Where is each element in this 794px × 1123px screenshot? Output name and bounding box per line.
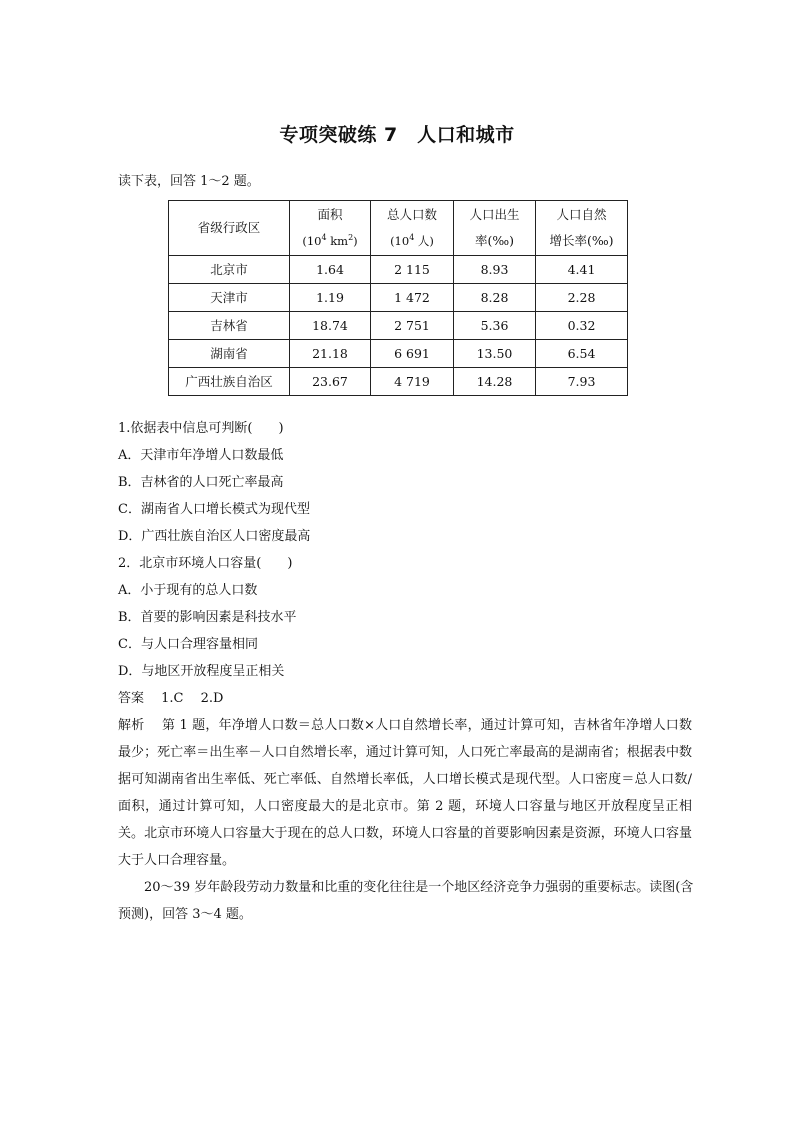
header-region: 省级行政区 (169, 201, 290, 256)
cell-growth-rate: 6.54 (536, 340, 628, 368)
cell-region: 吉林省 (169, 312, 290, 340)
table-header-row (169, 201, 628, 256)
question-2-stem: 2．北京市环境人口容量( ) (118, 556, 293, 571)
table-row (169, 312, 628, 340)
cell-population: 4 719 (371, 368, 454, 396)
cell-population: 6 691 (371, 340, 454, 368)
table-row (169, 256, 628, 284)
table-intro: 读下表，回答 1～2 题。 (118, 174, 260, 189)
header-area (290, 201, 371, 256)
cell-birth-rate: 8.93 (454, 256, 536, 284)
header-pop-label: 总人口数 (386, 207, 437, 222)
cell-area: 23.67 (290, 368, 371, 396)
question-1-option-b: B．吉林省的人口死亡率最高 (118, 475, 284, 490)
question-2-option-b: B．首要的影响因素是科技水平 (118, 610, 297, 625)
cell-area: 1.64 (290, 256, 371, 284)
cell-region: 湖南省 (169, 340, 290, 368)
cell-population: 2 115 (371, 256, 454, 284)
population-table (168, 200, 628, 396)
cell-area: 1.19 (290, 284, 371, 312)
cell-area: 21.18 (290, 340, 371, 368)
page-title: 专项突破练 7 人口和城市 (279, 124, 515, 146)
answer-line: 答案 1.C 2.D (118, 691, 224, 706)
cell-region: 北京市 (169, 256, 290, 284)
cell-growth-rate: 4.41 (536, 256, 628, 284)
header-area-unit: ($10^4$ $km^2$) (302, 233, 358, 248)
cell-growth-rate: 2.28 (536, 284, 628, 312)
next-section-intro: 20～39 岁年龄段劳动力数量和比重的变化往往是一个地区经济竞争力强弱的重要标志。读图(含预测)，回答 3～4 题。 (118, 880, 694, 922)
cell-birth-rate: 13.50 (454, 340, 536, 368)
table-row (169, 340, 628, 368)
question-1-option-d: D．广西壮族自治区人口密度最高 (118, 529, 311, 544)
question-2-option-c: C．与人口合理容量相同 (118, 637, 258, 652)
cell-growth-rate: 0.32 (536, 312, 628, 340)
question-1-stem: 1.依据表中信息可判断( ) (118, 421, 284, 436)
cell-area: 18.74 (290, 312, 371, 340)
question-1-option-c: C．湖南省人口增长模式为现代型 (118, 502, 310, 517)
cell-region: 天津市 (169, 284, 290, 312)
header-birth-rate: 人口出生 率(‰) (454, 201, 536, 256)
header-population (371, 201, 454, 256)
cell-region: 广西壮族自治区 (169, 368, 290, 396)
cell-birth-rate: 8.28 (454, 284, 536, 312)
table-row (169, 368, 628, 396)
question-2-option-a: A．小于现有的总人口数 (118, 583, 258, 598)
question-2-option-d: D．与地区开放程度呈正相关 (118, 664, 285, 679)
cell-population: 1 472 (371, 284, 454, 312)
cell-birth-rate: 14.28 (454, 368, 536, 396)
header-pop-unit: ($10^4$ 人) (390, 233, 434, 248)
header-growth-rate: 人口自然 增长率(‰) (536, 201, 628, 256)
table-row (169, 284, 628, 312)
analysis-paragraph: 解析 第 1 题，年净增人口数＝总人口数×人口自然增长率，通过计算可知，吉林省年净增人口数最少；死亡率＝出生率－人口自然增长率，通过计算可知，人口死亡率最高的是湖南省；根据表中数据可知湖南省出生率低、死亡率低、自然增长率低，人口增长模式是现代型。人口密度＝总人口数/面积，通过计算可知，人口密度最大的是北京市。第 2 题，环境人口容量与地区开放程度呈正相关。北京市环境人口容量大于现在的总人口数，环境人口容量的首要影响因素是资源，环境人口容量大于人口合理容量。 (118, 718, 692, 868)
cell-birth-rate: 5.36 (454, 312, 536, 340)
question-1-option-a: A．天津市年净增人口数最低 (118, 448, 284, 463)
cell-population: 2 751 (371, 312, 454, 340)
header-area-label: 面积 (317, 207, 343, 222)
cell-growth-rate: 7.93 (536, 368, 628, 396)
